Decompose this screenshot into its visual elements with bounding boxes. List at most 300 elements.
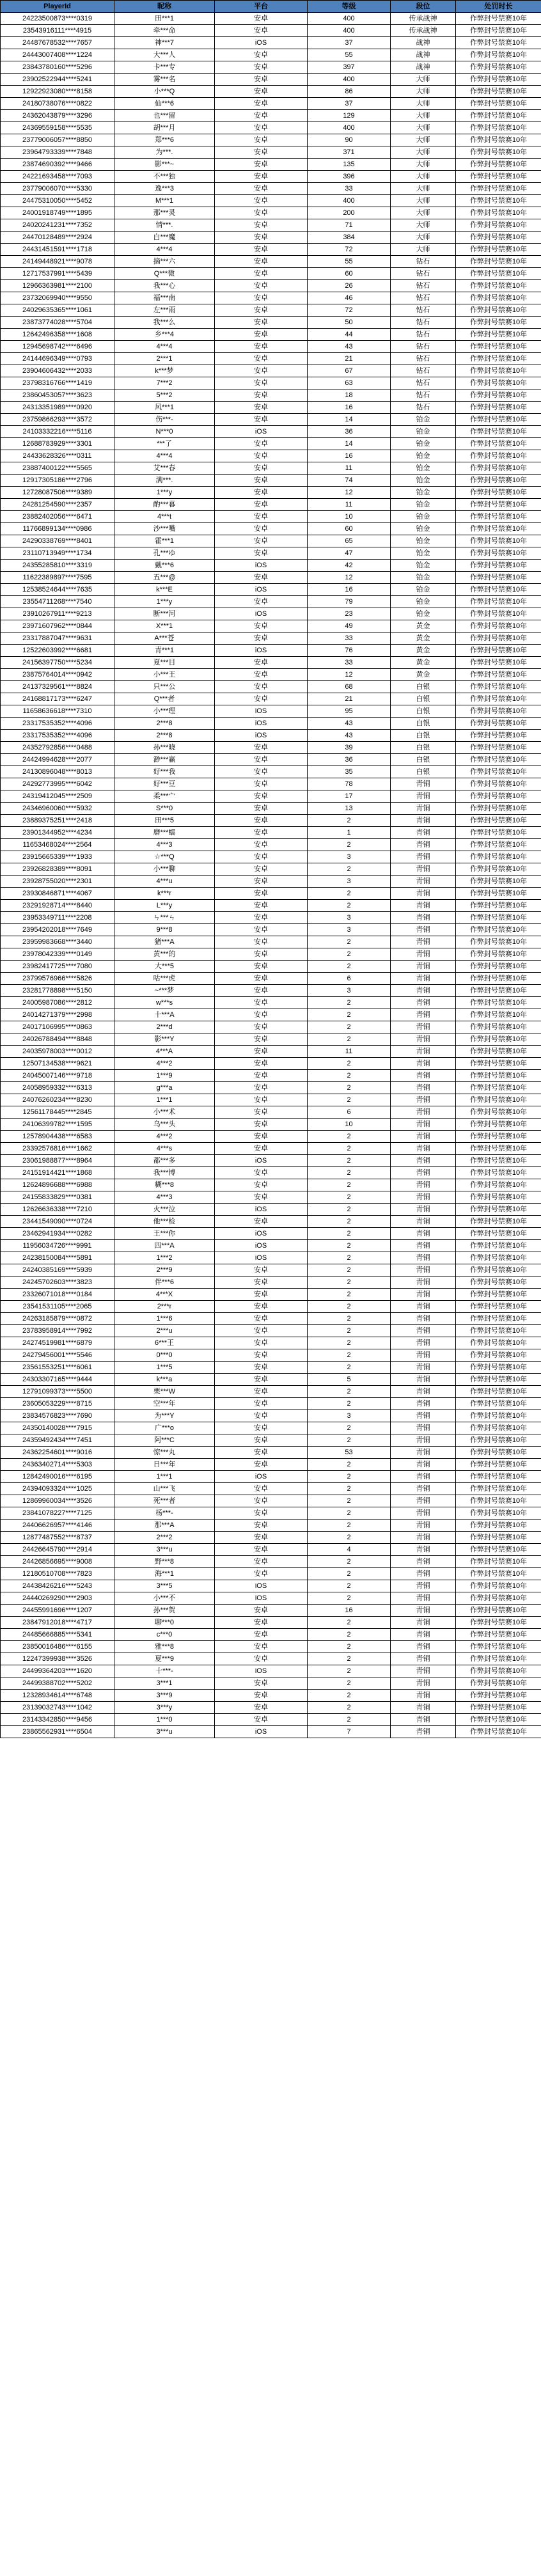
table-row [1, 839, 541, 851]
nickname-cell: 4***u [114, 876, 215, 888]
level-cell: 95 [308, 705, 391, 718]
platform-cell: 安卓 [215, 803, 308, 815]
penalty-cell: 作弊封号禁赛10年 [456, 74, 541, 86]
player-id-cell: 24001918749****1895 [1, 207, 114, 219]
rank-cell: 青铜 [391, 1544, 456, 1556]
platform-cell: 安卓 [215, 973, 308, 985]
penalty-cell: 作弊封号禁赛10年 [456, 1155, 541, 1167]
platform-cell: 安卓 [215, 1677, 308, 1690]
nickname-cell: 山***飞 [114, 1483, 215, 1495]
penalty-cell: 作弊封号禁赛10年 [456, 985, 541, 997]
level-cell: 400 [308, 122, 391, 134]
rank-cell: 铂金 [391, 572, 456, 584]
platform-cell: 安卓 [215, 98, 308, 110]
rank-cell: 青铜 [391, 1483, 456, 1495]
player-id-cell: 23926828389****8091 [1, 863, 114, 876]
level-cell: 2 [308, 948, 391, 961]
player-id-cell: 24431451591****1718 [1, 244, 114, 256]
level-cell: 78 [308, 778, 391, 790]
penalty-cell: 作弊封号禁赛10年 [456, 1276, 541, 1289]
table-row [1, 1264, 541, 1276]
level-cell: 2 [308, 1009, 391, 1021]
nickname-cell: 孙***晓 [114, 742, 215, 754]
platform-cell: iOS [215, 608, 308, 620]
table-row [1, 25, 541, 37]
header-row [1, 1, 541, 13]
player-id-cell: 24274519981****6879 [1, 1337, 114, 1349]
rank-cell: 青铜 [391, 1240, 456, 1252]
player-id-cell: 23882402056****6471 [1, 511, 114, 523]
player-id-cell: 23873774028****5704 [1, 317, 114, 329]
rank-cell: 青铜 [391, 1131, 456, 1143]
nickname-cell: S***0 [114, 803, 215, 815]
level-cell: 11 [308, 1046, 391, 1058]
rank-cell: 钻石 [391, 329, 456, 341]
player-id-cell: 24106399782****1595 [1, 1119, 114, 1131]
rank-cell: 青铜 [391, 1204, 456, 1216]
penalty-cell: 作弊封号禁赛10年 [456, 1471, 541, 1483]
platform-cell: 安卓 [215, 219, 308, 232]
table-row [1, 171, 541, 183]
rank-cell: 青铜 [391, 1070, 456, 1082]
player-id-cell: 12877487552****8737 [1, 1532, 114, 1544]
level-cell: 3 [308, 876, 391, 888]
platform-cell: 安卓 [215, 13, 308, 25]
player-id-cell: 23834576823****7690 [1, 1410, 114, 1422]
rank-cell: 青铜 [391, 900, 456, 912]
platform-cell: 安卓 [215, 888, 308, 900]
penalty-cell: 作弊封号禁赛10年 [456, 851, 541, 863]
platform-cell: 安卓 [215, 1386, 308, 1398]
rank-cell: 白银 [391, 718, 456, 730]
level-cell: 1 [308, 827, 391, 839]
player-id-cell: 24394093324****1025 [1, 1483, 114, 1495]
penalty-cell: 作弊封号禁赛10年 [456, 657, 541, 669]
penalty-cell: 作弊封号禁赛10年 [456, 718, 541, 730]
rank-cell: 青铜 [391, 936, 456, 948]
level-cell: 14 [308, 438, 391, 450]
level-cell: 2 [308, 1483, 391, 1495]
table-row [1, 1544, 541, 1556]
platform-cell: 安卓 [215, 171, 308, 183]
table-row [1, 1677, 541, 1690]
table-row [1, 268, 541, 280]
level-cell: 16 [308, 1605, 391, 1617]
table-row [1, 948, 541, 961]
level-cell: 2 [308, 900, 391, 912]
platform-cell: 安卓 [215, 1520, 308, 1532]
penalty-cell: 作弊封号禁赛10年 [456, 244, 541, 256]
penalty-cell: 作弊封号禁赛10年 [456, 839, 541, 851]
nickname-cell: 大***5 [114, 961, 215, 973]
table-row [1, 49, 541, 61]
nickname-cell: 空***年 [114, 1398, 215, 1410]
rank-cell: 青铜 [391, 1021, 456, 1033]
platform-cell: iOS [215, 584, 308, 596]
platform-cell: 安卓 [215, 1289, 308, 1301]
penalty-cell: 作弊封号禁赛10年 [456, 1313, 541, 1325]
header-player-id: PlayerId [1, 1, 114, 13]
level-cell: 33 [308, 183, 391, 195]
nickname-cell: 我***心 [114, 280, 215, 292]
table-row [1, 876, 541, 888]
rank-cell: 青铜 [391, 1398, 456, 1410]
rank-cell: 青铜 [391, 827, 456, 839]
level-cell: 2 [308, 839, 391, 851]
platform-cell: iOS [215, 1580, 308, 1592]
table-row [1, 1349, 541, 1362]
table-row [1, 341, 541, 353]
platform-cell: 安卓 [215, 997, 308, 1009]
player-id-cell: 23847912018****4717 [1, 1617, 114, 1629]
player-id-cell: 23061988877****8964 [1, 1155, 114, 1167]
player-id-cell: 23554711268****7540 [1, 596, 114, 608]
player-id-cell: 24499388702****5202 [1, 1677, 114, 1690]
platform-cell: 安卓 [215, 1702, 308, 1714]
penalty-cell: 作弊封号禁赛10年 [456, 426, 541, 438]
table-row [1, 487, 541, 499]
penalty-cell: 作弊封号禁赛10年 [456, 1289, 541, 1301]
rank-cell: 青铜 [391, 790, 456, 803]
rank-cell: 铂金 [391, 535, 456, 547]
platform-cell: 安卓 [215, 1131, 308, 1143]
platform-cell: 安卓 [215, 1191, 308, 1204]
table-row [1, 499, 541, 511]
platform-cell: iOS [215, 718, 308, 730]
nickname-cell: 聊***0 [114, 1617, 215, 1629]
nickname-cell: 十***A [114, 1009, 215, 1021]
level-cell: 10 [308, 511, 391, 523]
platform-cell: 安卓 [215, 547, 308, 560]
player-id-cell: 23281778898****5150 [1, 985, 114, 997]
table-row [1, 1301, 541, 1313]
penalty-cell: 作弊封号禁赛10年 [456, 778, 541, 790]
player-id-cell: 24319412045****2509 [1, 790, 114, 803]
rank-cell: 青铜 [391, 1167, 456, 1179]
platform-cell: 安卓 [215, 961, 308, 973]
table-row [1, 402, 541, 414]
rank-cell: 青铜 [391, 815, 456, 827]
penalty-cell: 作弊封号禁赛10年 [456, 450, 541, 462]
player-id-cell: 11622389897****7595 [1, 572, 114, 584]
rank-cell: 大师 [391, 74, 456, 86]
level-cell: 36 [308, 754, 391, 766]
nickname-cell: 白***魔 [114, 232, 215, 244]
level-cell: 400 [308, 74, 391, 86]
player-id-cell: 12728087506****9389 [1, 487, 114, 499]
penalty-cell: 作弊封号禁赛10年 [456, 49, 541, 61]
rank-cell: 青铜 [391, 778, 456, 790]
nickname-cell: 伴***6 [114, 1276, 215, 1289]
rank-cell: 铂金 [391, 523, 456, 535]
platform-cell: 安卓 [215, 232, 308, 244]
nickname-cell: 孙***贺 [114, 1605, 215, 1617]
player-id-cell: 24424994628****2077 [1, 754, 114, 766]
penalty-cell: 作弊封号禁赛10年 [456, 195, 541, 207]
level-cell: 16 [308, 450, 391, 462]
level-cell: 5 [308, 1374, 391, 1386]
platform-cell: 安卓 [215, 110, 308, 122]
level-cell: 2 [308, 1665, 391, 1677]
rank-cell: 大师 [391, 122, 456, 134]
table-row [1, 1398, 541, 1410]
rank-cell: 白银 [391, 730, 456, 742]
platform-cell: 安卓 [215, 657, 308, 669]
table-row [1, 1459, 541, 1471]
table-row [1, 1434, 541, 1447]
level-cell: 86 [308, 86, 391, 98]
table-row [1, 681, 541, 693]
table-row [1, 997, 541, 1009]
table-row [1, 1629, 541, 1641]
level-cell: 12 [308, 572, 391, 584]
player-id-cell: 23978042339****0149 [1, 948, 114, 961]
nickname-cell: 0***0 [114, 1349, 215, 1362]
nickname-cell: 满***. [114, 475, 215, 487]
player-id-cell: 24240385169****5939 [1, 1264, 114, 1276]
nickname-cell: 那***A [114, 1520, 215, 1532]
penalty-cell: 作弊封号禁赛10年 [456, 365, 541, 377]
penalty-cell: 作弊封号禁赛10年 [456, 280, 541, 292]
player-id-cell: 24221693458****7093 [1, 171, 114, 183]
penalty-cell: 作弊封号禁赛10年 [456, 219, 541, 232]
platform-cell: 安卓 [215, 754, 308, 766]
level-cell: 47 [308, 547, 391, 560]
penalty-cell: 作弊封号禁赛10年 [456, 961, 541, 973]
table-row [1, 1386, 541, 1398]
level-cell: 55 [308, 49, 391, 61]
platform-cell: iOS [215, 1471, 308, 1483]
player-id-cell: 12328934614****6748 [1, 1690, 114, 1702]
penalty-cell: 作弊封号禁赛10年 [456, 1605, 541, 1617]
player-id-cell: 12869960034****3526 [1, 1495, 114, 1507]
level-cell: 2 [308, 1301, 391, 1313]
nickname-cell: 3***u [114, 1544, 215, 1556]
nickname-cell: 3***5 [114, 1580, 215, 1592]
platform-cell: 安卓 [215, 1374, 308, 1386]
table-row [1, 244, 541, 256]
nickname-cell: ***了 [114, 438, 215, 450]
platform-cell: 安卓 [215, 1447, 308, 1459]
level-cell: 68 [308, 681, 391, 693]
level-cell: 2 [308, 1532, 391, 1544]
penalty-cell: 作弊封号禁赛10年 [456, 790, 541, 803]
player-id-cell: 24017106995****0863 [1, 1021, 114, 1033]
player-id-cell: 11766899134****0986 [1, 523, 114, 535]
penalty-cell: 作弊封号禁赛10年 [456, 572, 541, 584]
level-cell: 2 [308, 1179, 391, 1191]
player-id-cell: 23964793339****7848 [1, 146, 114, 159]
table-row [1, 317, 541, 329]
platform-cell: 安卓 [215, 1507, 308, 1520]
nickname-cell: 孔***ゆ [114, 547, 215, 560]
level-cell: 2 [308, 961, 391, 973]
platform-cell: 安卓 [215, 74, 308, 86]
platform-cell: 安卓 [215, 1398, 308, 1410]
penalty-cell: 作弊封号禁赛10年 [456, 511, 541, 523]
platform-cell: 安卓 [215, 86, 308, 98]
penalty-cell: 作弊封号禁赛10年 [456, 1228, 541, 1240]
level-cell: 36 [308, 426, 391, 438]
nickname-cell: 4***4 [114, 450, 215, 462]
rank-cell: 青铜 [391, 1046, 456, 1058]
nickname-cell: 为***Y [114, 1410, 215, 1422]
platform-cell: iOS [215, 1155, 308, 1167]
table-row [1, 1289, 541, 1301]
player-id-cell: 24406626957****4146 [1, 1520, 114, 1532]
level-cell: 2 [308, 1228, 391, 1240]
player-id-cell: 24005987086****2812 [1, 997, 114, 1009]
nickname-cell: 王***你 [114, 1228, 215, 1240]
rank-cell: 青铜 [391, 1653, 456, 1665]
penalty-cell: 作弊封号禁赛10年 [456, 1167, 541, 1179]
platform-cell: 安卓 [215, 256, 308, 268]
table-row [1, 778, 541, 790]
rank-cell: 青铜 [391, 1374, 456, 1386]
platform-cell: iOS [215, 1204, 308, 1216]
rank-cell: 铂金 [391, 547, 456, 560]
platform-cell: 安卓 [215, 1714, 308, 1726]
table-row [1, 1337, 541, 1349]
rank-cell: 青铜 [391, 1592, 456, 1605]
nickname-cell: 2***9 [114, 1264, 215, 1276]
level-cell: 63 [308, 377, 391, 389]
penalty-cell: 作弊封号禁赛10年 [456, 110, 541, 122]
rank-cell: 青铜 [391, 1362, 456, 1374]
table-row [1, 475, 541, 487]
rank-cell: 白银 [391, 766, 456, 778]
penalty-cell: 作弊封号禁赛10年 [456, 620, 541, 632]
player-id-cell: 24350140028****7915 [1, 1422, 114, 1434]
nickname-cell: 小***王 [114, 669, 215, 681]
penalty-cell: 作弊封号禁赛10年 [456, 1033, 541, 1046]
table-row [1, 608, 541, 620]
nickname-cell: 不***独 [114, 171, 215, 183]
penalty-cell: 作弊封号禁赛10年 [456, 924, 541, 936]
nickname-cell: 小***Q [114, 86, 215, 98]
penalty-cell: 作弊封号禁赛10年 [456, 1301, 541, 1313]
nickname-cell: 1***9 [114, 1070, 215, 1082]
table-row [1, 790, 541, 803]
nickname-cell: 青***1 [114, 645, 215, 657]
table-row [1, 1641, 541, 1653]
nickname-cell: 都***多 [114, 1155, 215, 1167]
level-cell: 12 [308, 487, 391, 499]
table-row [1, 1532, 541, 1544]
platform-cell: 安卓 [215, 1094, 308, 1106]
platform-cell: 安卓 [215, 790, 308, 803]
nickname-cell: 栗***W [114, 1386, 215, 1398]
table-row [1, 560, 541, 572]
nickname-cell: 也***留 [114, 110, 215, 122]
penalty-cell: 作弊封号禁赛10年 [456, 1422, 541, 1434]
rank-cell: 钻石 [391, 268, 456, 280]
nickname-cell: 咕***虎 [114, 973, 215, 985]
table-row [1, 1568, 541, 1580]
table-row [1, 851, 541, 863]
level-cell: 2 [308, 1349, 391, 1362]
nickname-cell: 夏***目 [114, 657, 215, 669]
penalty-cell: 作弊封号禁赛10年 [456, 876, 541, 888]
level-cell: 37 [308, 37, 391, 49]
platform-cell: iOS [215, 1665, 308, 1677]
nickname-cell: 1***0 [114, 1714, 215, 1726]
player-id-cell: 23441549090****0724 [1, 1216, 114, 1228]
player-id-cell: 23865562931****6504 [1, 1726, 114, 1738]
level-cell: 2 [308, 1714, 391, 1726]
player-id-cell: 24035978003****0012 [1, 1046, 114, 1058]
platform-cell: 安卓 [215, 317, 308, 329]
rank-cell: 青铜 [391, 1386, 456, 1398]
player-id-cell: 24263185879****0872 [1, 1313, 114, 1325]
level-cell: 400 [308, 13, 391, 25]
platform-cell: 安卓 [215, 1568, 308, 1580]
penalty-cell: 作弊封号禁赛10年 [456, 1580, 541, 1592]
player-id-cell: 23875764014****0942 [1, 669, 114, 681]
table-row [1, 256, 541, 268]
rank-cell: 青铜 [391, 1677, 456, 1690]
penalty-cell: 作弊封号禁赛10年 [456, 1179, 541, 1191]
penalty-cell: 作弊封号禁赛10年 [456, 596, 541, 608]
player-id-cell: 24487678532****7657 [1, 37, 114, 49]
player-id-cell: 23143342850****9456 [1, 1714, 114, 1726]
table-row [1, 888, 541, 900]
level-cell: 2 [308, 1507, 391, 1520]
level-cell: 35 [308, 766, 391, 778]
level-cell: 2 [308, 1434, 391, 1447]
nickname-cell: 胡***月 [114, 122, 215, 134]
platform-cell: 安卓 [215, 778, 308, 790]
platform-cell: iOS [215, 560, 308, 572]
rank-cell: 青铜 [391, 876, 456, 888]
level-cell: 2 [308, 1252, 391, 1264]
penalty-cell: 作弊封号禁赛10年 [456, 134, 541, 146]
platform-cell: iOS [215, 1240, 308, 1252]
table-row [1, 645, 541, 657]
level-cell: 2 [308, 863, 391, 876]
table-row [1, 37, 541, 49]
table-row [1, 426, 541, 438]
penalty-cell: 作弊封号禁赛10年 [456, 863, 541, 876]
table-row [1, 1520, 541, 1532]
player-id-cell: 24313351989****0920 [1, 402, 114, 414]
level-cell: 74 [308, 475, 391, 487]
table-row [1, 414, 541, 426]
platform-cell: iOS [215, 1592, 308, 1605]
player-id-cell: 23798316766****1419 [1, 377, 114, 389]
player-id-cell: 24433628326****0311 [1, 450, 114, 462]
nickname-cell: 2***d [114, 1021, 215, 1033]
level-cell: 2 [308, 1289, 391, 1301]
penalty-cell: 作弊封号禁赛10年 [456, 98, 541, 110]
rank-cell: 黄金 [391, 645, 456, 657]
nickname-cell: 田***1 [114, 13, 215, 25]
rank-cell: 青铜 [391, 1507, 456, 1520]
nickname-cell: 1***y [114, 487, 215, 499]
player-id-cell: 23779006070****5330 [1, 183, 114, 195]
nickname-cell: 小***术 [114, 1106, 215, 1119]
platform-cell: 安卓 [215, 1216, 308, 1228]
table-row [1, 207, 541, 219]
platform-cell: 安卓 [215, 183, 308, 195]
level-cell: 12 [308, 669, 391, 681]
platform-cell: 安卓 [215, 462, 308, 475]
table-row [1, 1325, 541, 1337]
rank-cell: 大师 [391, 98, 456, 110]
platform-cell: 安卓 [215, 1653, 308, 1665]
platform-cell: 安卓 [215, 438, 308, 450]
platform-cell: 安卓 [215, 1410, 308, 1422]
